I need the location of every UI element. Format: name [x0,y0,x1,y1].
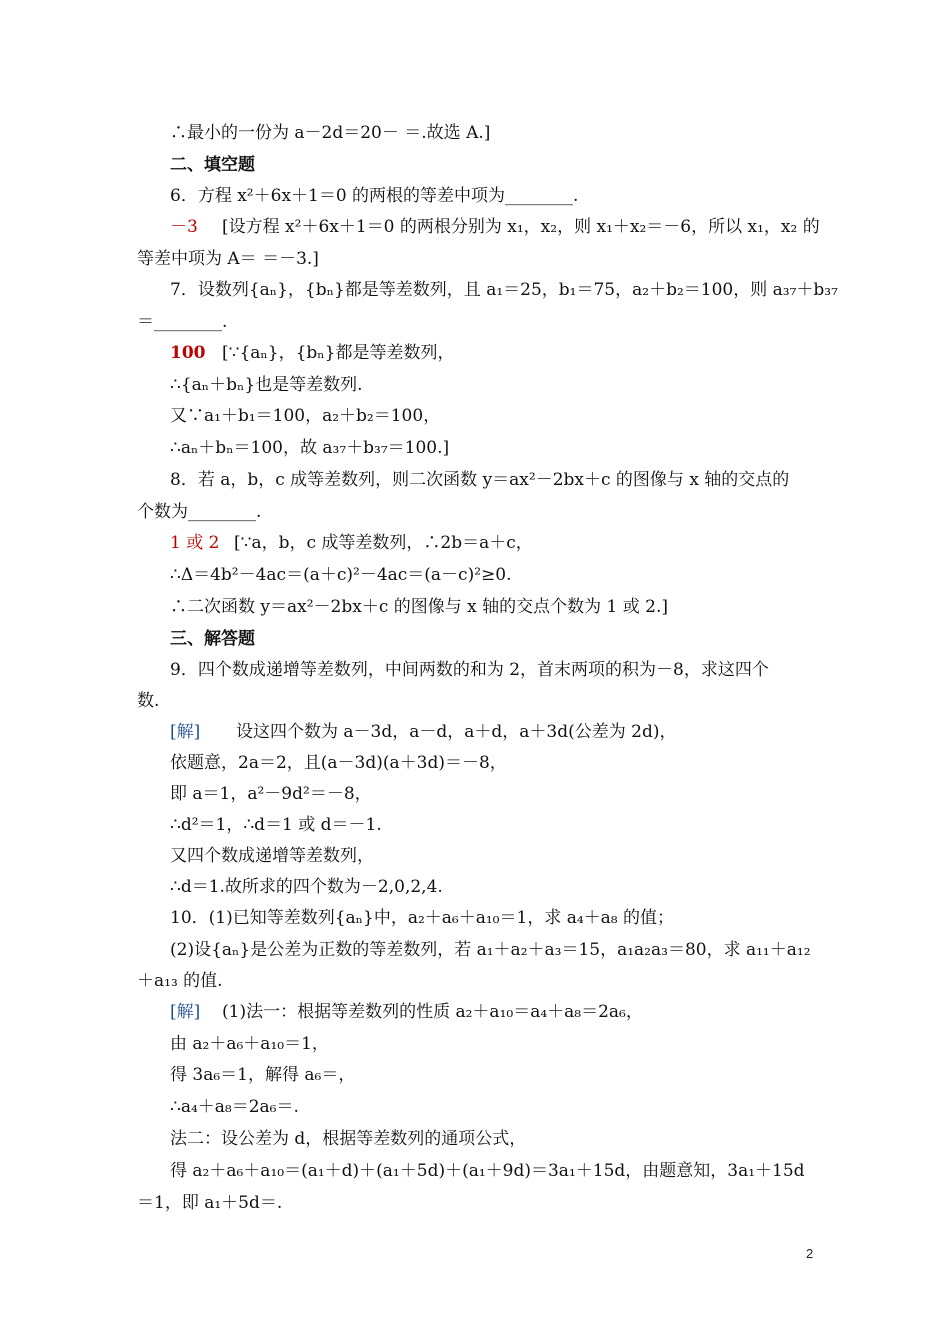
text-line [0,433,950,464]
text-line [0,118,950,149]
line-text: [∵a，b，c 成等差数列，∴2b＝a＋c， [234,533,533,553]
line-text: ∴{aₙ＋bₙ}也是等差数列. [170,375,363,395]
question-line [0,935,950,966]
text-line [0,841,950,872]
section-heading [0,624,950,655]
line-text: ∴a₄＋a₈＝2a₆＝. [170,1097,299,1117]
line-text: 6．方程 x²＋6x＋1＝0 的两根的等差中项为________. [170,186,579,206]
page-number: 2 [806,1246,814,1261]
text-line [0,1124,950,1155]
answer-value: 100 [170,343,206,363]
line-text: 等差中项为 A＝ ＝－3.] [137,249,319,269]
text-line [0,401,950,432]
question-line [0,181,950,212]
text-line [0,779,950,810]
question-line [0,903,950,934]
line-text: 8．若 a，b，c 成等差数列，则二次函数 y＝ax²－2bx＋c 的图像与 x 轴的交点的 [170,470,790,490]
solution-line [0,997,950,1028]
line-text: ＋a₁₃ 的值. [137,971,223,991]
answer-line [0,338,950,369]
line-text: ＝________. [137,312,228,332]
text-line [0,1188,950,1219]
line-text: ∴d²＝1，∴d＝1 或 d＝－1. [170,815,382,835]
line-text: 得 a₂＋a₆＋a₁₀＝(a₁＋d)＋(a₁＋5d)＋(a₁＋9d)＝3a₁＋15d，由题意知，3a₁＋15d [170,1161,805,1181]
line-text: 7．设数列{aₙ}，{bₙ}都是等差数列，且 a₁＝25，b₁＝75，a₂＋b₂＝100，则 a₃₇＋b₃₇ [170,280,838,300]
line-text: 又四个数成递增等差数列， [170,846,374,866]
line-text: 数. [137,691,160,711]
answer-value: －3 [170,217,198,237]
line-text: 10．(1)已知等差数列{aₙ}中，a₂＋a₆＋a₁₀＝1，求 a₄＋a₈ 的值； [170,908,675,928]
line-text: 由 a₂＋a₆＋a₁₀＝1， [170,1034,329,1054]
line-text: 个数为________. [137,502,262,522]
text-line [0,497,950,528]
line-text: 法二：设公差为 d，根据等差数列的通项公式， [170,1129,527,1149]
line-text: 依题意，2a＝2，且(a－3d)(a＋3d)＝－8， [170,753,507,773]
line-text: [设方程 x²＋6x＋1＝0 的两根分别为 x₁，x₂，则 x₁＋x₂＝－6，所以 x₁，x₂ 的 [222,217,820,237]
solution-line [0,717,950,748]
line-text: (1)法一：根据等差数列的性质 a₂＋a₁₀＝a₄＋a₈＝2a₆， [222,1002,643,1022]
line-text: 即 a＝1，a²－9d²＝－8， [170,784,372,804]
text-line [0,872,950,903]
question-line [0,275,950,306]
text-line [0,748,950,779]
line-text: ∴二次函数 y＝ax²－2bx＋c 的图像与 x 轴的交点个数为 1 或 2.] [170,597,669,617]
text-line [0,1029,950,1060]
line-text: ＝1，即 a₁＋5d＝. [137,1193,283,1213]
line-text: (2)设{aₙ}是公差为正数的等差数列，若 a₁＋a₂＋a₃＝15，a₁a₂a₃＝80，求 a₁₁＋a₁₂ [170,940,811,960]
heading-text: 二、填空题 [170,155,255,175]
text-line [0,370,950,401]
question-line [0,655,950,686]
line-text: ∴aₙ＋bₙ＝100，故 a₃₇＋b₃₇＝100.] [170,438,450,458]
solution-tag: [解] [170,1002,201,1022]
answer-line [0,528,950,559]
text-line [0,244,950,275]
line-text: [∵{aₙ}，{bₙ}都是等差数列， [222,343,455,363]
text-line [0,966,950,997]
line-text: 得 3a₆＝1，解得 a₆＝， [170,1065,356,1085]
line-text: ∴最小的一份为 a－2d＝20－ ＝.故选 A.] [170,123,491,143]
heading-text: 三、解答题 [170,629,255,649]
solution-tag: [解] [170,722,201,742]
text-line [0,686,950,717]
text-line [0,560,950,591]
line-text: 又∵a₁＋b₁＝100，a₂＋b₂＝100， [170,406,441,426]
line-text: 设这四个数为 a－3d，a－d，a＋d，a＋3d(公差为 2d)， [236,722,677,742]
text-line [0,1156,950,1187]
line-text: 9．四个数成递增等差数列，中间两数的和为 2，首末两项的积为－8，求这四个 [170,660,769,680]
text-line [0,1060,950,1091]
section-heading [0,150,950,181]
text-line [0,592,950,623]
text-line [0,307,950,338]
text-line [0,810,950,841]
answer-value: 1 或 2 [170,533,220,553]
text-line [0,1092,950,1123]
question-line [0,465,950,496]
line-text: ∴Δ＝4b²－4ac＝(a＋c)²－4ac＝(a－c)²≥0. [170,565,512,585]
answer-line [0,212,950,243]
line-text: ∴d＝1.故所求的四个数为－2,0,2,4. [170,877,443,897]
